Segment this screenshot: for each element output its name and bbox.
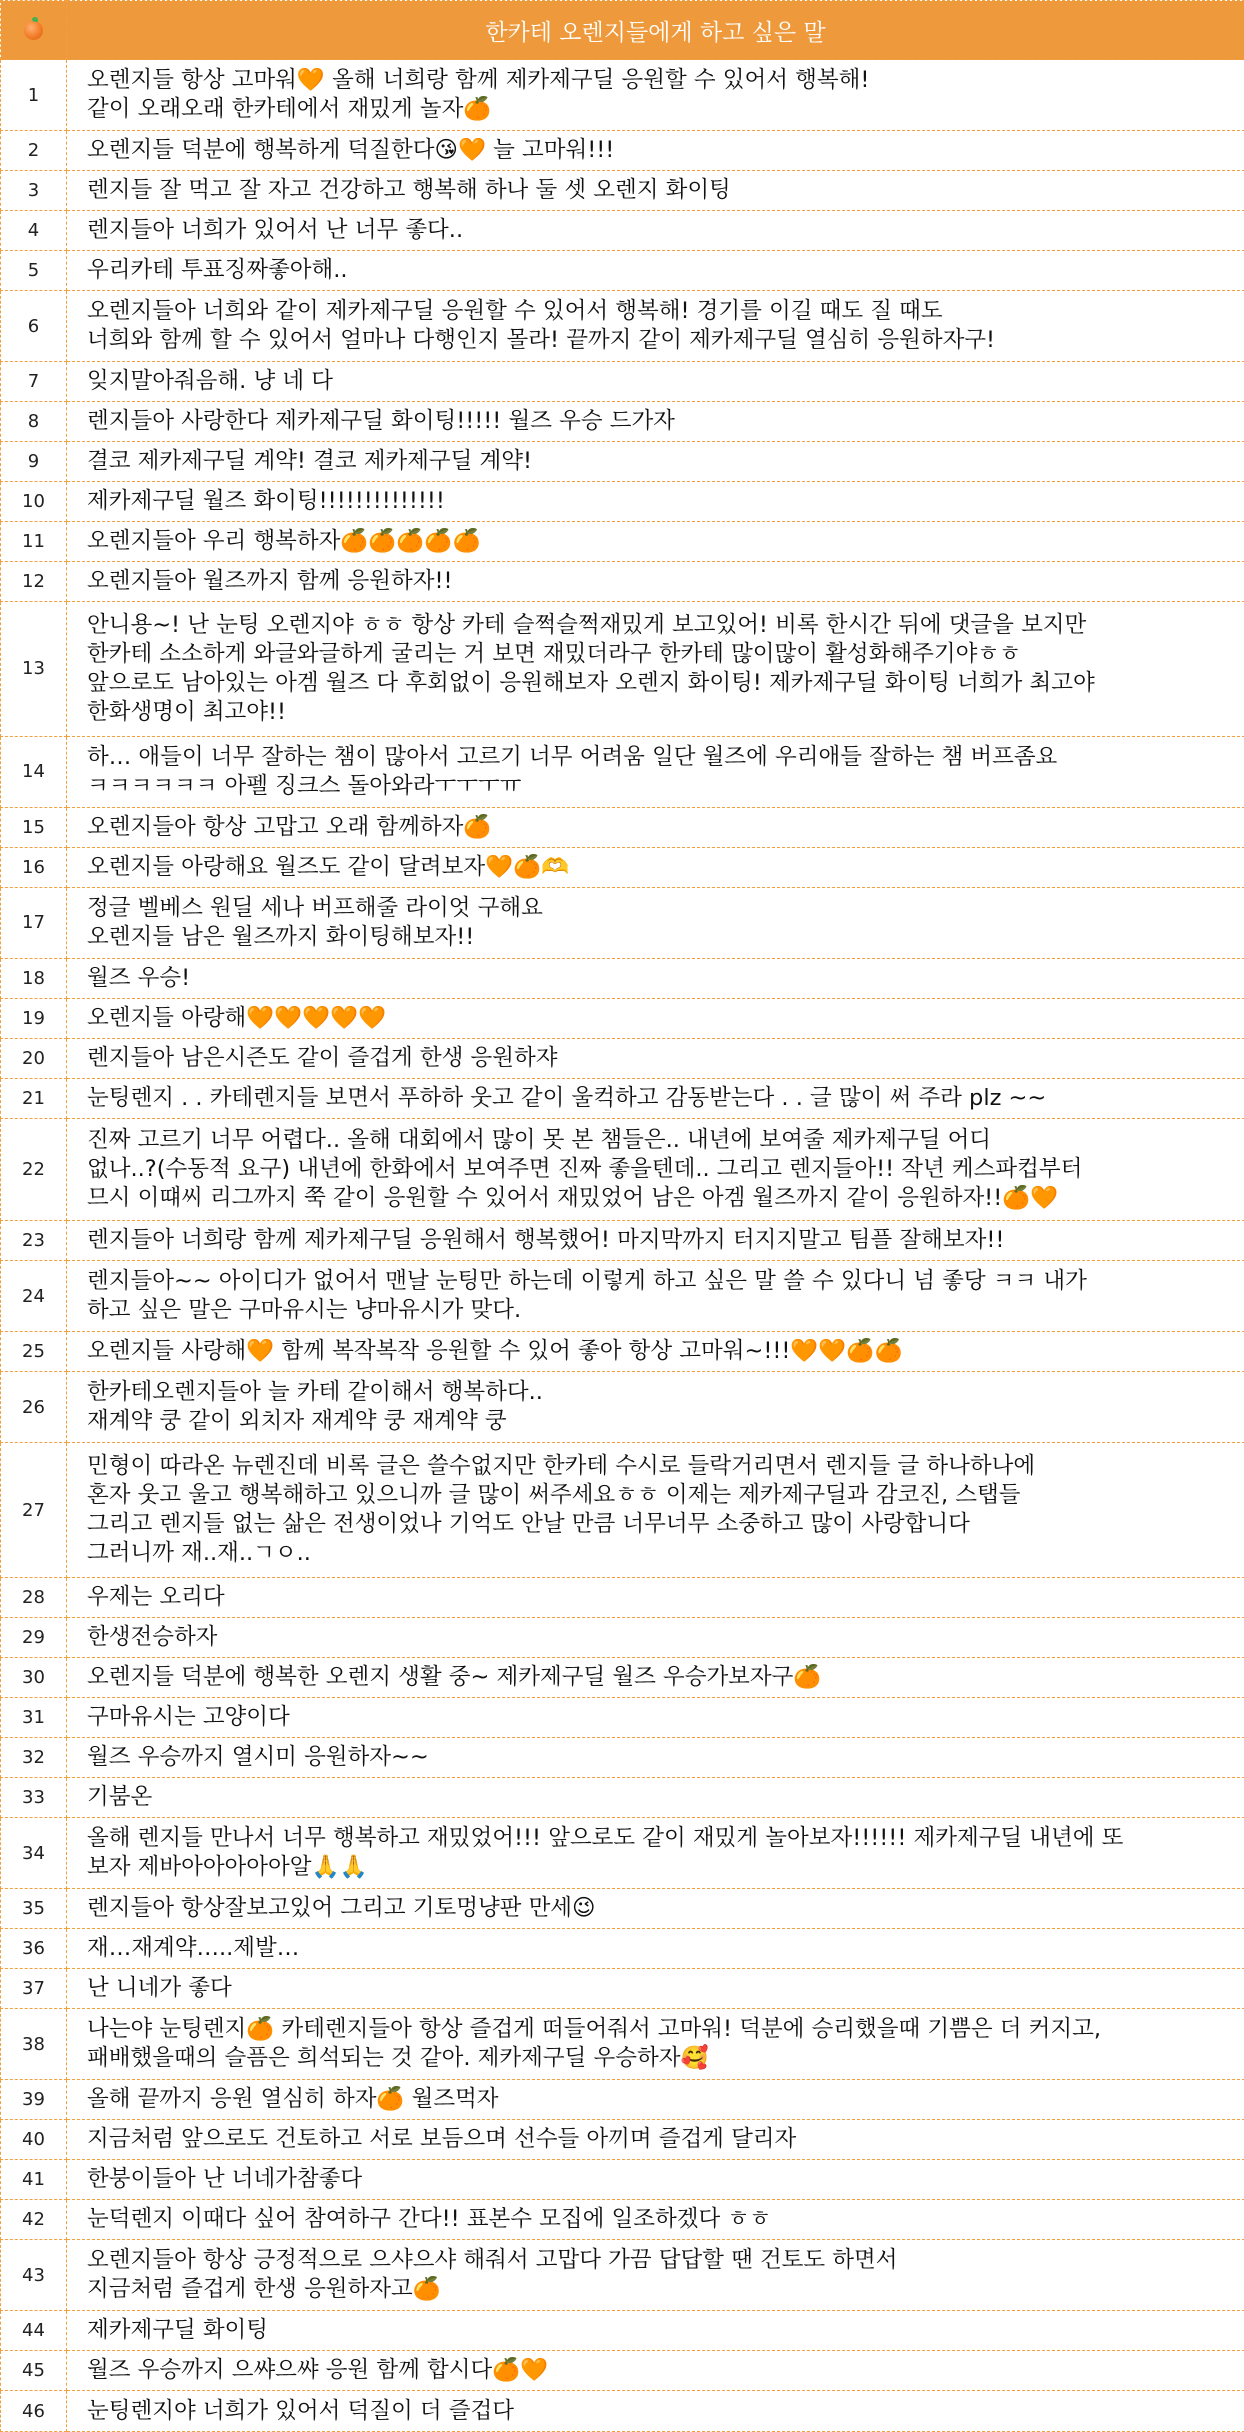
row-number: 5 [1,251,67,291]
row-number: 35 [1,1889,67,1929]
row-number: 37 [1,1969,67,2009]
table-row [1,60,1244,131]
message-text: 오렌지들아 너희와 같이 제카제구딜 응원할 수 있어서 행복해! 경기를 이길 때도 질 때도 너희와 함께 할 수 있어서 얼마나 다행인지 몰라! 끝까지 같이 제카제구딜 열심히 응원하자구! [67,291,1244,362]
row-number: 3 [1,171,67,211]
message-text: 렌지들아 사랑한다 제카제구딜 화이팅!!!!! 월즈 우승 드가자 [67,402,1244,442]
message-text: 오렌지들아 월즈까지 함께 응원하자!! [67,562,1244,602]
message-text: 기붐온 [67,1777,1244,1817]
row-number: 36 [1,1929,67,1969]
row-number: 31 [1,1697,67,1737]
table-row [1,402,1244,442]
table-row [1,251,1244,291]
message-text: 민형이 따라온 뉴렌진데 비록 글은 쓸수없지만 한카테 수시로 들락거리면서 렌지들 글 하나하나에 혼자 웃고 울고 행복해하고 있으니까 글 많이 써주세요ㅎㅎ 이제는 제카제구딜과 감코진, 스탭들 그리고 렌지들 없는 삶은 전생이었나 기억도 안날 만큼 너무너무 소중하고 많이 사랑합니다 그러니까 재..재..ㄱㅇ.. [67,1443,1244,1577]
table-row [1,998,1244,1038]
table-row [1,442,1244,482]
row-number: 25 [1,1332,67,1372]
row-number: 38 [1,2009,67,2080]
message-text: 나는야 눈팅렌지🍊 카테렌지들아 항상 즐겁게 떠들어줘서 고마워! 덕분에 승리했을때 기쁨은 더 커지고, 패배했을때의 슬픔은 희석되는 것 같아. 제카제구딜 우승하자🥰 [67,2009,1244,2080]
table-row [1,1118,1244,1220]
row-number: 34 [1,1817,67,1888]
row-number: 22 [1,1118,67,1220]
message-text: 결코 제카제구딜 계약! 결코 제카제구딜 계약! [67,442,1244,482]
row-number: 9 [1,442,67,482]
table-row [1,958,1244,998]
row-number: 40 [1,2120,67,2160]
message-text: 오렌지들 덕분에 행복한 오렌지 생활 중~ 제카제구딜 월즈 우승가보자구🍊 [67,1657,1244,1697]
message-text: 오렌지들 덕분에 행복하게 덕질한다😘🧡 늘 고마워!!! [67,131,1244,171]
table-row [1,602,1244,736]
message-text: 눈팅렌지야 너희가 있어서 덕질이 더 즐겁다 [67,2391,1244,2432]
table-row [1,2080,1244,2120]
message-text: 월즈 우승! [67,958,1244,998]
table-row [1,1657,1244,1697]
table-row [1,2200,1244,2240]
message-text: 렌지들아 항상잘보고있어 그리고 기토멍냥판 만세😉 [67,1889,1244,1929]
message-text: 올해 끝까지 응원 열심히 하자🍊 월즈먹자 [67,2080,1244,2120]
row-number: 13 [1,602,67,736]
message-text: 오렌지들아 항상 긍정적으로 으샤으샤 해줘서 고맙다 가끔 답답할 땐 건토도 하면서 지금처럼 즐겁게 한생 응원하자고🍊 [67,2240,1244,2311]
table-row [1,562,1244,602]
row-number: 1 [1,60,67,131]
table-row [1,2311,1244,2351]
message-text: 우리카테 투표징짜좋아해.. [67,251,1244,291]
row-number: 19 [1,998,67,1038]
row-number: 2 [1,131,67,171]
table-row [1,1261,1244,1332]
message-text: 오렌지들 사랑해🧡 함께 복작복작 응원할 수 있어 좋아 항상 고마워~!!!🧡🧡🍊🍊 [67,1332,1244,1372]
message-text: 우제는 오리다 [67,1577,1244,1617]
message-text: 난 니네가 좋다 [67,1969,1244,2009]
table-row [1,807,1244,847]
table-row [1,1969,1244,2009]
table-row [1,847,1244,887]
row-number: 39 [1,2080,67,2120]
message-text: 오렌지들아 우리 행복하자🍊🍊🍊🍊🍊 [67,522,1244,562]
row-number: 29 [1,1617,67,1657]
message-text: 렌지들아 너희가 있어서 난 너무 좋다.. [67,211,1244,251]
row-number: 20 [1,1038,67,1078]
table-row [1,2009,1244,2080]
message-text: 렌지들아 남은시즌도 같이 즐겁게 한생 응원하쟈 [67,1038,1244,1078]
table-row [1,522,1244,562]
message-text: 제카제구딜 월즈 화이팅!!!!!!!!!!!!!! [67,482,1244,522]
message-text: 구마유시는 고양이다 [67,1697,1244,1737]
row-number: 11 [1,522,67,562]
table-row [1,482,1244,522]
row-number: 26 [1,1372,67,1443]
table-row [1,131,1244,171]
row-number: 4 [1,211,67,251]
message-text: 눈덕렌지 이때다 싶어 참여하구 간다!! 표본수 모집에 일조하겠다 ㅎㅎ [67,2200,1244,2240]
table-row [1,1889,1244,1929]
row-number: 23 [1,1221,67,1261]
table-row [1,1697,1244,1737]
message-text: 정글 벨베스 원딜 세나 버프해줄 라이엇 구해요 오렌지들 남은 월즈까지 화이팅해보자!! [67,887,1244,958]
table-row [1,2160,1244,2200]
table-row [1,1038,1244,1078]
row-number: 21 [1,1078,67,1118]
message-text: 월즈 우승까지 으쌰으쌰 응원 함께 합시다🍊🧡 [67,2351,1244,2391]
table-row [1,1777,1244,1817]
row-number: 27 [1,1443,67,1577]
message-text: 잊지말아줘음해. 냥 네 다 [67,362,1244,402]
row-number: 30 [1,1657,67,1697]
row-number: 18 [1,958,67,998]
table-row [1,1929,1244,1969]
table-header-row [1,1,1244,60]
row-number: 16 [1,847,67,887]
message-text: 재…재계약…..제발… [67,1929,1244,1969]
table-row [1,2391,1244,2432]
message-text: 올해 렌지들 만나서 너무 행복하고 재밌었어!!! 앞으로도 같이 재밌게 놀아보자!!!!!! 제카제구딜 내년에 또 보자 제바아아아아아알🙏🙏 [67,1817,1244,1888]
row-number: 12 [1,562,67,602]
row-number: 45 [1,2351,67,2391]
table-row [1,1078,1244,1118]
message-text: 한카테오렌지들아 늘 카테 같이해서 행복하다.. 재계약 쿵 같이 외치자 재계약 쿵 재계약 쿵 [67,1372,1244,1443]
row-number: 44 [1,2311,67,2351]
row-number: 10 [1,482,67,522]
table-row [1,2120,1244,2160]
message-text: 한생전승하자 [67,1617,1244,1657]
message-text: 렌지들 잘 먹고 잘 자고 건강하고 행복해 하나 둘 셋 오렌지 화이팅 [67,171,1244,211]
message-text: 한붕이들아 난 너네가참좋다 [67,2160,1244,2200]
orange-icon [24,21,43,40]
row-number: 28 [1,1577,67,1617]
message-text: 지금처럼 앞으로도 건토하고 서로 보듬으며 선수들 아끼며 즐겁게 달리자 [67,2120,1244,2160]
row-number: 33 [1,1777,67,1817]
table-row [1,1617,1244,1657]
table-row [1,1332,1244,1372]
table-row [1,736,1244,807]
row-number: 8 [1,402,67,442]
table-row [1,887,1244,958]
message-text: 렌지들아 너희랑 함께 제카제구딜 응원해서 행복했어! 마지막까지 터지지말고 팀플 잘해보자!! [67,1221,1244,1261]
row-number: 24 [1,1261,67,1332]
row-number: 42 [1,2200,67,2240]
table-row [1,291,1244,362]
message-text: 오렌지들 아랑해요 월즈도 같이 달려보자🧡🍊🫶 [67,847,1244,887]
table-row [1,1577,1244,1617]
row-number: 14 [1,736,67,807]
message-text: 제카제구딜 화이팅 [67,2311,1244,2351]
table-row [1,2351,1244,2391]
table-body [1,60,1244,2432]
table-row [1,1221,1244,1261]
message-text: 진짜 고르기 너무 어렵다.. 올해 대회에서 많이 못 본 챔들은.. 내년에 보여줄 제카제구딜 어디 없나..?(수동적 요구) 내년에 한화에서 보여주면 진짜 좋을텐데.. 그리고 렌지들아!! 작년 케스파컵부터 므시 이떄씨 리그까지 쭉 같이 응원할 수 있어서 재밌었어 남은 아겜 월즈까지 같이 응원하자!!🍊🧡 [67,1118,1244,1220]
row-number: 32 [1,1737,67,1777]
row-number: 43 [1,2240,67,2311]
table-row [1,1737,1244,1777]
row-number: 46 [1,2391,67,2432]
table-row [1,2240,1244,2311]
row-number: 15 [1,807,67,847]
row-number: 6 [1,291,67,362]
table-title: 한카테 오렌지들에게 하고 싶은 말 [67,1,1244,60]
message-text: 오렌지들아 항상 고맙고 오래 함께하자🍊 [67,807,1244,847]
message-text: 월즈 우승까지 열시미 응원하자~~ [67,1737,1244,1777]
row-number: 7 [1,362,67,402]
message-text: 오렌지들 아랑해🧡🧡🧡🧡🧡 [67,998,1244,1038]
message-text: 하… 애들이 너무 잘하는 챔이 많아서 고르기 너무 어려움 일단 월즈에 우리애들 잘하는 챔 버프좀요 ㅋㅋㅋㅋㅋㅋ 아펠 징크스 돌아와라ㅜㅜㅜㅠ [67,736,1244,807]
message-text: 오렌지들 항상 고마워🧡 올해 너희랑 함께 제카제구딜 응원할 수 있어서 행복해! 같이 오래오래 한카테에서 재밌게 놀자🍊 [67,60,1244,131]
table-row [1,171,1244,211]
row-number: 41 [1,2160,67,2200]
table-row [1,211,1244,251]
message-text: 안니용~! 난 눈팅 오렌지야 ㅎㅎ 항상 카테 슬쩍슬쩍재밌게 보고있어! 비록 한시간 뒤에 댓글을 보지만 한카테 소소하게 와글와글하게 굴리는 거 보면 재밌더라구 한카테 많이많이 활성화해주기야ㅎㅎ 앞으로도 남아있는 아겜 월즈 다 후회없이 응원해보자 오렌지 화이팅! 제카제구딜 화이팅 너희가 최고야 한화생명이 최고야!! [67,602,1244,736]
message-text: 눈팅렌지 . . 카테렌지들 보면서 푸하하 웃고 같이 울컥하고 감동받는다 . . 글 많이 써 주라 plz ~~ [67,1078,1244,1118]
table-row [1,362,1244,402]
row-number: 17 [1,887,67,958]
table-row [1,1443,1244,1577]
message-text: 렌지들아~~ 아이디가 없어서 맨날 눈팅만 하는데 이렇게 하고 싶은 말 쓸 수 있다니 넘 좋당 ㅋㅋ 내가 하고 싶은 말은 구마유시는 냥마유시가 맞다. [67,1261,1244,1332]
table-row [1,1372,1244,1443]
header-icon-cell [1,1,67,60]
table-row [1,1817,1244,1888]
